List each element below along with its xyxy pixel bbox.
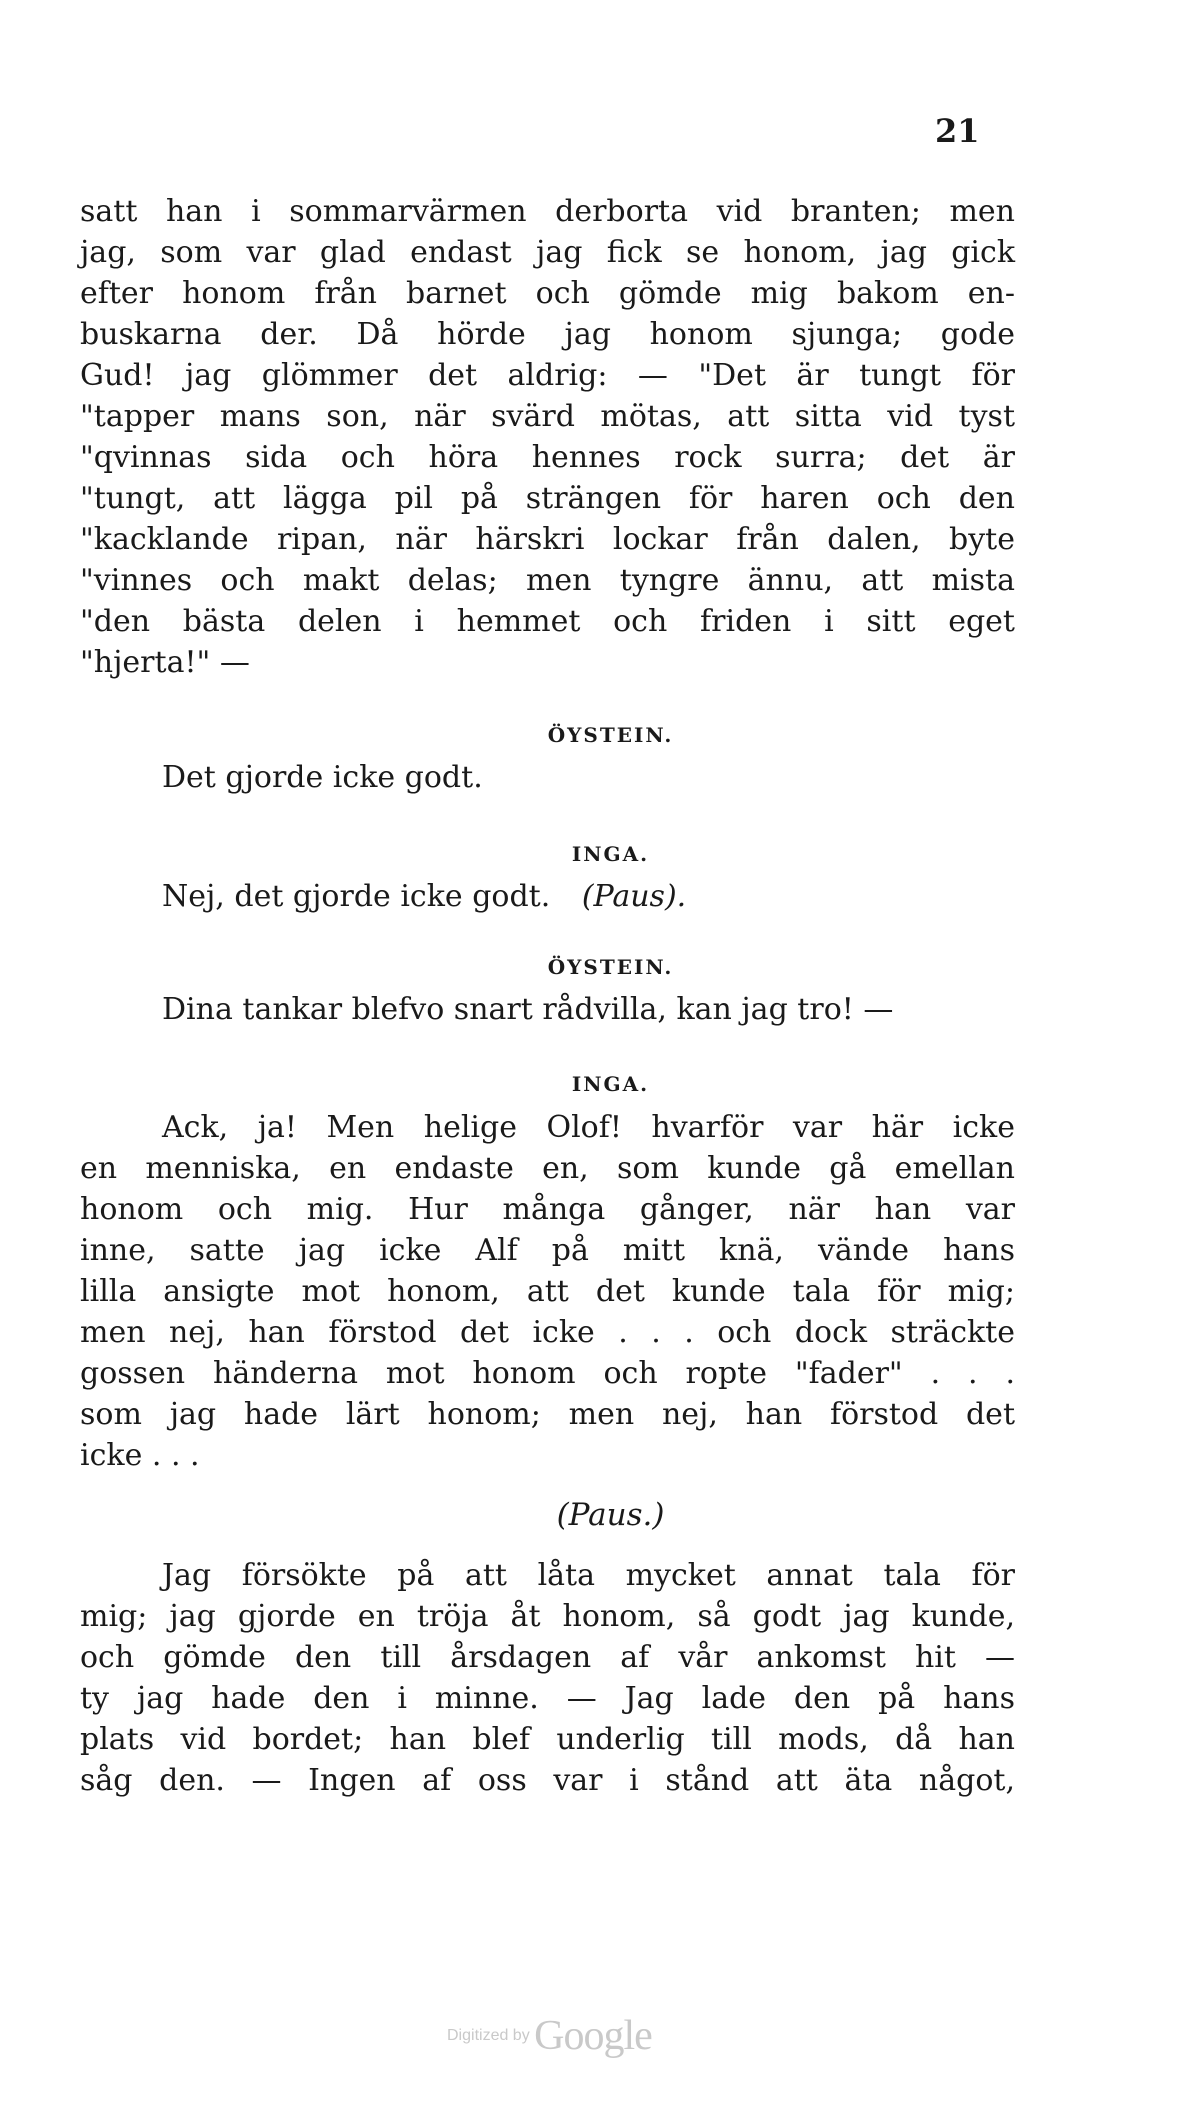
text-line: och gömde den till årsdagen af vår ankomst hit — <box>80 1640 1015 1675</box>
paragraph-continued <box>80 1555 1015 1801</box>
text-line: mig; jag gjorde en tröja åt honom, så godt jag kunde, <box>80 1599 1015 1634</box>
text-line: lilla ansigte mot honom, att det kunde tala för mig; <box>80 1274 1015 1309</box>
text-line: inne, satte jag icke Alf på mitt knä, vände hans <box>80 1233 1015 1268</box>
text-line: "tungt, att lägga pil på strängen för haren och den <box>80 481 1015 516</box>
text-line: buskarna der. Då hörde jag honom sjunga; gode <box>80 317 1015 352</box>
page-number: 21 <box>935 112 980 150</box>
dialogue-text: Nej, det gjorde icke godt. <box>162 879 551 914</box>
watermark-prefix: Digitized by <box>447 2027 530 2044</box>
text-line: gossen händerna mot honom och ropte "fader" . . . <box>80 1356 1015 1391</box>
digitized-watermark <box>447 2012 652 2060</box>
dialogue-line <box>162 879 686 914</box>
dialogue-line: Dina tankar blefvo snart rådvilla, kan jag tro! — <box>162 992 894 1027</box>
text-line: en menniska, en endaste en, som kunde gå emellan <box>80 1151 1015 1186</box>
stage-direction: (Paus.) <box>556 1497 665 1533</box>
text-line: ty jag hade den i minne. — Jag lade den på hans <box>80 1681 1015 1716</box>
text-line: "den bästa delen i hemmet och friden i sitt eget <box>80 604 1015 639</box>
speaker-name: ÖYSTEIN. <box>547 955 674 979</box>
text-line: efter honom från barnet och gömde mig bakom en- <box>80 276 1015 311</box>
text-line: Ack, ja! Men helige Olof! hvarför var här icke <box>162 1110 1015 1145</box>
stage-direction: (Paus). <box>581 879 687 914</box>
text-line: satt han i sommarvärmen derborta vid branten; men <box>80 194 1015 229</box>
text-line: jag, som var glad endast jag fick se honom, jag gick <box>80 235 1015 270</box>
google-logo: Google <box>534 2013 652 2059</box>
speaker-name: INGA. <box>571 1072 650 1096</box>
text-line: men nej, han förstod det icke . . . och dock sträckte <box>80 1315 1015 1350</box>
text-line: "qvinnas sida och höra hennes rock surra; det är <box>80 440 1015 475</box>
text-line: "kacklande ripan, när härskri lockar från dalen, byte <box>80 522 1015 557</box>
text-line: såg den. — Ingen af oss var i stånd att äta något, <box>80 1763 1015 1798</box>
text-line: "vinnes och makt delas; men tyngre ännu, att mista <box>80 563 1015 598</box>
text-line: "hjerta!" — <box>80 645 250 680</box>
dialogue-line: Det gjorde icke godt. <box>162 760 483 795</box>
text-line: plats vid bordet; han blef underlig till mods, då han <box>80 1722 1015 1757</box>
text-line: Jag försökte på att låta mycket annat tala för <box>162 1558 1015 1593</box>
paragraph-opening <box>80 191 1015 683</box>
text-line: "tapper mans son, när svärd mötas, att sitta vid tyst <box>80 399 1015 434</box>
text-line: icke . . . <box>80 1438 200 1473</box>
text-line: som jag hade lärt honom; men nej, han förstod det <box>80 1397 1015 1432</box>
speaker-name: INGA. <box>571 842 650 866</box>
text-line: honom och mig. Hur många gånger, när han var <box>80 1192 1015 1227</box>
paragraph-inga <box>80 1107 1015 1476</box>
speaker-name: ÖYSTEIN. <box>547 723 674 747</box>
text-line: Gud! jag glömmer det aldrig: — "Det är tungt för <box>80 358 1015 393</box>
